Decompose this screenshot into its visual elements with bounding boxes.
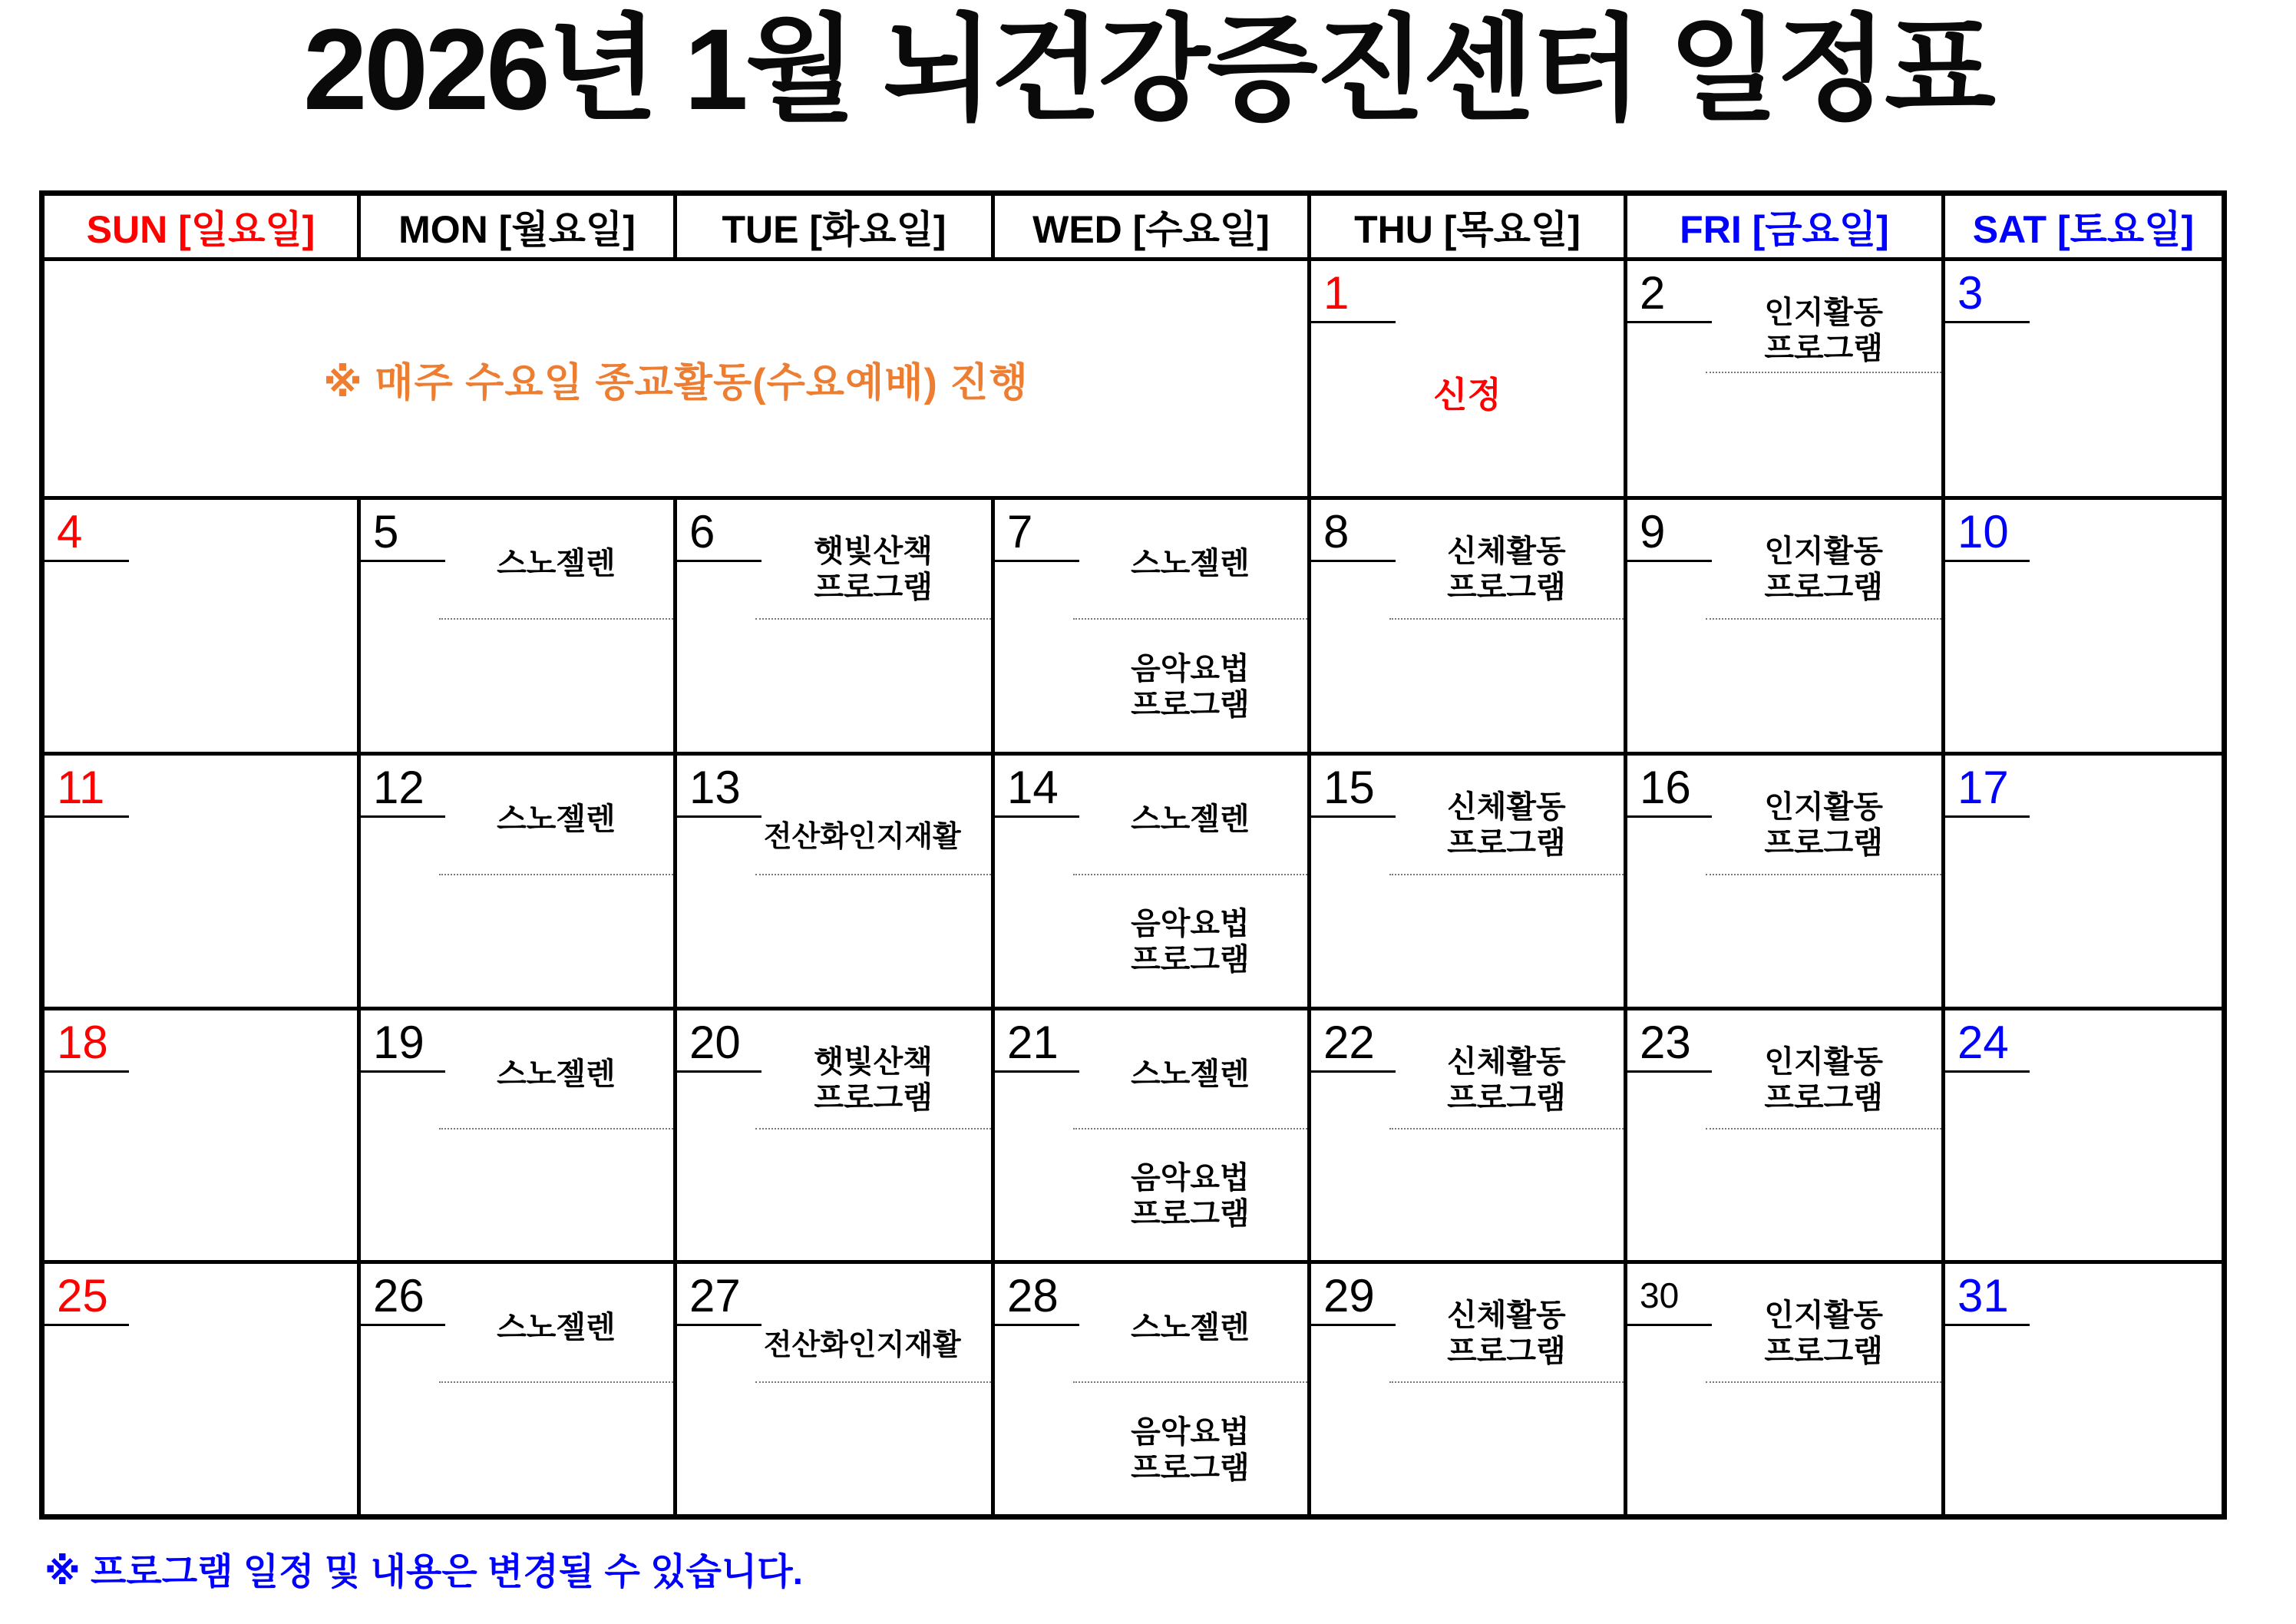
activity-line: 프로그램 bbox=[1764, 1335, 1883, 1369]
activity-line: 프로그램 bbox=[1131, 1450, 1250, 1485]
date-underline bbox=[1627, 560, 1712, 562]
separator-line bbox=[755, 618, 991, 620]
date-number: 12 bbox=[373, 762, 425, 813]
activity-label bbox=[1712, 1044, 1934, 1116]
activity-line: 프로그램 bbox=[1764, 1081, 1883, 1116]
activity-line: 스노젤렌 bbox=[1131, 547, 1250, 580]
weekday-header-wed: WED [수요일] bbox=[993, 193, 1310, 260]
footer-note: ※ 프로그램 일정 및 내용은 변경될 수 있습니다. bbox=[45, 1552, 803, 1593]
date-number: 8 bbox=[1323, 506, 1350, 557]
activity-label bbox=[445, 546, 667, 582]
date-underline bbox=[1627, 815, 1712, 818]
date-number: 7 bbox=[1007, 506, 1033, 557]
date-underline bbox=[1945, 560, 2030, 562]
activity-label bbox=[1396, 1044, 1617, 1116]
date-number: 26 bbox=[373, 1270, 425, 1321]
date-number: 3 bbox=[1957, 267, 1984, 319]
day-cell-8 bbox=[1310, 498, 1626, 754]
separator-line bbox=[1706, 874, 1941, 875]
activity-line: 스노젤렌 bbox=[1131, 1311, 1250, 1345]
date-underline bbox=[1311, 1324, 1396, 1326]
date-underline bbox=[677, 1324, 761, 1326]
activity-line: 인지활동 bbox=[1764, 1045, 1883, 1079]
day-cell-1 bbox=[1310, 260, 1626, 498]
date-underline bbox=[45, 1324, 129, 1326]
activity-label bbox=[1712, 789, 1934, 862]
date-underline bbox=[995, 560, 1079, 562]
activity-line: 프로그램 bbox=[1447, 571, 1566, 605]
date-underline bbox=[45, 560, 129, 562]
activity-line: 신체활동 bbox=[1447, 534, 1566, 568]
day-cell-24 bbox=[1944, 1009, 2225, 1262]
day-cell-19 bbox=[359, 1009, 676, 1262]
date-underline bbox=[1627, 1324, 1712, 1326]
day-cell-25 bbox=[42, 1262, 359, 1517]
activity-line: 음악요법 bbox=[1131, 1414, 1250, 1449]
date-number: 30 bbox=[1640, 1275, 1680, 1315]
day-cell-28 bbox=[993, 1262, 1310, 1517]
date-underline bbox=[995, 815, 1079, 818]
activity-line: 전산화인지재활 bbox=[763, 821, 961, 853]
separator-line bbox=[1073, 1128, 1307, 1130]
day-cell-7 bbox=[993, 498, 1310, 754]
activity-line: 프로그램 bbox=[1131, 943, 1250, 977]
weekday-header-row bbox=[42, 193, 2225, 260]
date-number: 24 bbox=[1957, 1017, 2009, 1068]
day-cell-2 bbox=[1626, 260, 1944, 498]
activity-line: 프로그램 bbox=[1447, 1335, 1566, 1369]
activity-line: 햇빛산책 bbox=[814, 1045, 933, 1079]
separator-line bbox=[1389, 1128, 1624, 1130]
date-underline bbox=[677, 560, 761, 562]
date-number: 9 bbox=[1640, 506, 1666, 557]
activity-line: 프로그램 bbox=[1131, 1197, 1250, 1232]
date-underline bbox=[1311, 321, 1396, 323]
weekday-header-sat: SAT [토요일] bbox=[1944, 193, 2225, 260]
page-title: 2026년 1월 뇌건강증진센터 일정표 bbox=[303, 5, 1993, 134]
activity-line: 신체활동 bbox=[1447, 790, 1566, 824]
separator-line bbox=[755, 1381, 991, 1383]
activity-line: 프로그램 bbox=[1447, 826, 1566, 861]
separator-line bbox=[1389, 1381, 1624, 1383]
date-number: 27 bbox=[689, 1270, 741, 1321]
activity-label bbox=[737, 1328, 988, 1363]
date-underline bbox=[1945, 1324, 2030, 1326]
day-cell-3 bbox=[1944, 260, 2225, 498]
date-underline bbox=[995, 1324, 1079, 1326]
date-number: 22 bbox=[1323, 1017, 1375, 1068]
date-number: 11 bbox=[57, 762, 105, 813]
date-underline bbox=[1945, 321, 2030, 323]
date-underline bbox=[677, 815, 761, 818]
date-number: 10 bbox=[1957, 506, 2009, 557]
activity-label-secondary bbox=[1079, 1414, 1301, 1487]
activity-line: 프로그램 bbox=[1764, 332, 1883, 366]
date-number: 6 bbox=[689, 506, 715, 557]
date-number: 18 bbox=[57, 1017, 108, 1068]
date-underline bbox=[45, 815, 129, 818]
separator-line bbox=[1706, 372, 1941, 373]
date-underline bbox=[1627, 1070, 1712, 1073]
activity-line: 프로그램 bbox=[1764, 571, 1883, 605]
activity-label bbox=[761, 1044, 984, 1116]
date-underline bbox=[1627, 321, 1712, 323]
activity-line: 프로그램 bbox=[1447, 1081, 1566, 1116]
activity-line: 프로그램 bbox=[814, 1081, 933, 1116]
activity-label bbox=[1712, 534, 1934, 606]
activity-label bbox=[1079, 546, 1301, 582]
day-cell-31 bbox=[1944, 1262, 2225, 1517]
date-underline bbox=[361, 1324, 445, 1326]
separator-line bbox=[1389, 874, 1624, 875]
activity-label bbox=[1712, 1298, 1934, 1370]
calendar bbox=[39, 190, 2227, 1520]
activity-line: 신체활동 bbox=[1447, 1045, 1566, 1079]
day-cell-9 bbox=[1626, 498, 1944, 754]
day-cell-4 bbox=[42, 498, 359, 754]
activity-line: 햇빛산책 bbox=[814, 534, 933, 568]
calendar-body bbox=[42, 260, 2225, 1517]
activity-line: 프로그램 bbox=[814, 571, 933, 605]
activity-line: 음악요법 bbox=[1131, 651, 1250, 686]
activity-label-secondary bbox=[1079, 651, 1301, 723]
activity-label bbox=[1396, 1298, 1617, 1370]
activity-line: 스노젤렌 bbox=[1131, 802, 1250, 836]
date-underline bbox=[1311, 560, 1396, 562]
day-cell-29 bbox=[1310, 1262, 1626, 1517]
activity-line: 스노젤렌 bbox=[497, 1311, 616, 1345]
activity-label bbox=[445, 1310, 667, 1346]
day-cell-17 bbox=[1944, 754, 2225, 1009]
day-cell-27 bbox=[676, 1262, 993, 1517]
week-row-4 bbox=[42, 1009, 2225, 1262]
calendar-table bbox=[39, 190, 2227, 1520]
day-cell-26 bbox=[359, 1262, 676, 1517]
date-number: 28 bbox=[1007, 1270, 1059, 1321]
day-cell-15 bbox=[1310, 754, 1626, 1009]
day-cell-16 bbox=[1626, 754, 1944, 1009]
activity-label bbox=[1396, 789, 1617, 862]
weekday-header-sun: SUN [일요일] bbox=[42, 193, 359, 260]
activity-line: 인지활동 bbox=[1764, 534, 1883, 568]
day-cell-23 bbox=[1626, 1009, 1944, 1262]
day-cell-5 bbox=[359, 498, 676, 754]
activity-line: 프로그램 bbox=[1131, 687, 1250, 722]
activity-line: 음악요법 bbox=[1131, 1161, 1250, 1195]
date-number: 23 bbox=[1640, 1017, 1691, 1068]
activity-label-secondary bbox=[1079, 1160, 1301, 1232]
activity-line: 스노젤렌 bbox=[497, 547, 616, 580]
day-cell-22 bbox=[1310, 1009, 1626, 1262]
date-underline bbox=[361, 815, 445, 818]
separator-line bbox=[1073, 618, 1307, 620]
week-row-5 bbox=[42, 1262, 2225, 1517]
holiday-label: 신정 bbox=[1433, 374, 1501, 415]
separator-line bbox=[1706, 1381, 1941, 1383]
day-cell-12 bbox=[359, 754, 676, 1009]
activity-line: 인지활동 bbox=[1764, 296, 1883, 329]
activity-label bbox=[1079, 1057, 1301, 1093]
weekday-header-tue: TUE [화요일] bbox=[676, 193, 993, 260]
day-cell-6 bbox=[676, 498, 993, 754]
date-number: 19 bbox=[373, 1017, 425, 1068]
date-number: 13 bbox=[689, 762, 741, 813]
separator-line bbox=[1706, 1128, 1941, 1130]
activity-label bbox=[737, 820, 988, 855]
date-number: 15 bbox=[1323, 762, 1375, 813]
weekday-header-fri: FRI [금요일] bbox=[1626, 193, 1944, 260]
day-cell-18 bbox=[42, 1009, 359, 1262]
activity-line: 음악요법 bbox=[1131, 907, 1250, 941]
weekday-header-mon: MON [월요일] bbox=[359, 193, 676, 260]
separator-line bbox=[439, 618, 673, 620]
week-row-2 bbox=[42, 498, 2225, 754]
date-underline bbox=[1311, 1070, 1396, 1073]
date-number: 17 bbox=[1957, 762, 2009, 813]
activity-line: 전산화인지재활 bbox=[763, 1329, 961, 1361]
separator-line bbox=[1073, 1381, 1307, 1383]
weekly-notice: ※ 매주 수요일 종교활동(수요예배) 진행 bbox=[323, 360, 1029, 405]
day-cell-30 bbox=[1626, 1262, 1944, 1517]
weekday-header-thu: THU [목요일] bbox=[1310, 193, 1626, 260]
separator-line bbox=[439, 874, 673, 875]
separator-line bbox=[755, 874, 991, 875]
date-number: 4 bbox=[57, 506, 83, 557]
date-underline bbox=[995, 1070, 1079, 1073]
date-number: 1 bbox=[1323, 267, 1350, 319]
date-number: 25 bbox=[57, 1270, 108, 1321]
date-underline bbox=[45, 1070, 129, 1073]
date-underline bbox=[677, 1070, 761, 1073]
activity-line: 신체활동 bbox=[1447, 1298, 1566, 1332]
separator-line bbox=[439, 1128, 673, 1130]
date-underline bbox=[1311, 815, 1396, 818]
day-cell-21 bbox=[993, 1009, 1310, 1262]
activity-line: 인지활동 bbox=[1764, 790, 1883, 824]
activity-label bbox=[445, 802, 667, 838]
date-underline bbox=[1945, 1070, 2030, 1073]
week-row-1 bbox=[42, 260, 2225, 498]
day-cell-14 bbox=[993, 754, 1310, 1009]
day-cell-13 bbox=[676, 754, 993, 1009]
activity-line: 스노젤렌 bbox=[497, 802, 616, 836]
separator-line bbox=[1706, 618, 1941, 620]
date-underline bbox=[361, 560, 445, 562]
date-number: 20 bbox=[689, 1017, 741, 1068]
activity-label bbox=[1079, 802, 1301, 838]
day-cell-10 bbox=[1944, 498, 2225, 754]
date-number: 14 bbox=[1007, 762, 1059, 813]
date-number: 29 bbox=[1323, 1270, 1375, 1321]
activity-line: 스노젤렌 bbox=[497, 1057, 616, 1091]
date-number: 31 bbox=[1957, 1270, 2009, 1321]
date-underline bbox=[361, 1070, 445, 1073]
activity-line: 인지활동 bbox=[1764, 1298, 1883, 1332]
date-number: 16 bbox=[1640, 762, 1691, 813]
activity-line: 스노젤렌 bbox=[1131, 1057, 1250, 1091]
separator-line bbox=[755, 1128, 991, 1130]
activity-label bbox=[1079, 1310, 1301, 1346]
activity-label bbox=[1712, 295, 1934, 367]
separator-line bbox=[1073, 874, 1307, 875]
week-row-3 bbox=[42, 754, 2225, 1009]
activity-label bbox=[445, 1057, 667, 1093]
separator-line bbox=[439, 1381, 673, 1383]
day-cell-11 bbox=[42, 754, 359, 1009]
date-underline bbox=[1945, 815, 2030, 818]
date-number: 2 bbox=[1640, 267, 1666, 319]
activity-label bbox=[1396, 534, 1617, 606]
activity-label bbox=[761, 534, 984, 606]
activity-line: 프로그램 bbox=[1764, 826, 1883, 861]
date-number: 21 bbox=[1007, 1017, 1059, 1068]
date-number: 5 bbox=[373, 506, 399, 557]
separator-line bbox=[1389, 618, 1624, 620]
day-cell-20 bbox=[676, 1009, 993, 1262]
activity-label-secondary bbox=[1079, 906, 1301, 978]
weekly-notice-cell bbox=[42, 260, 1310, 498]
